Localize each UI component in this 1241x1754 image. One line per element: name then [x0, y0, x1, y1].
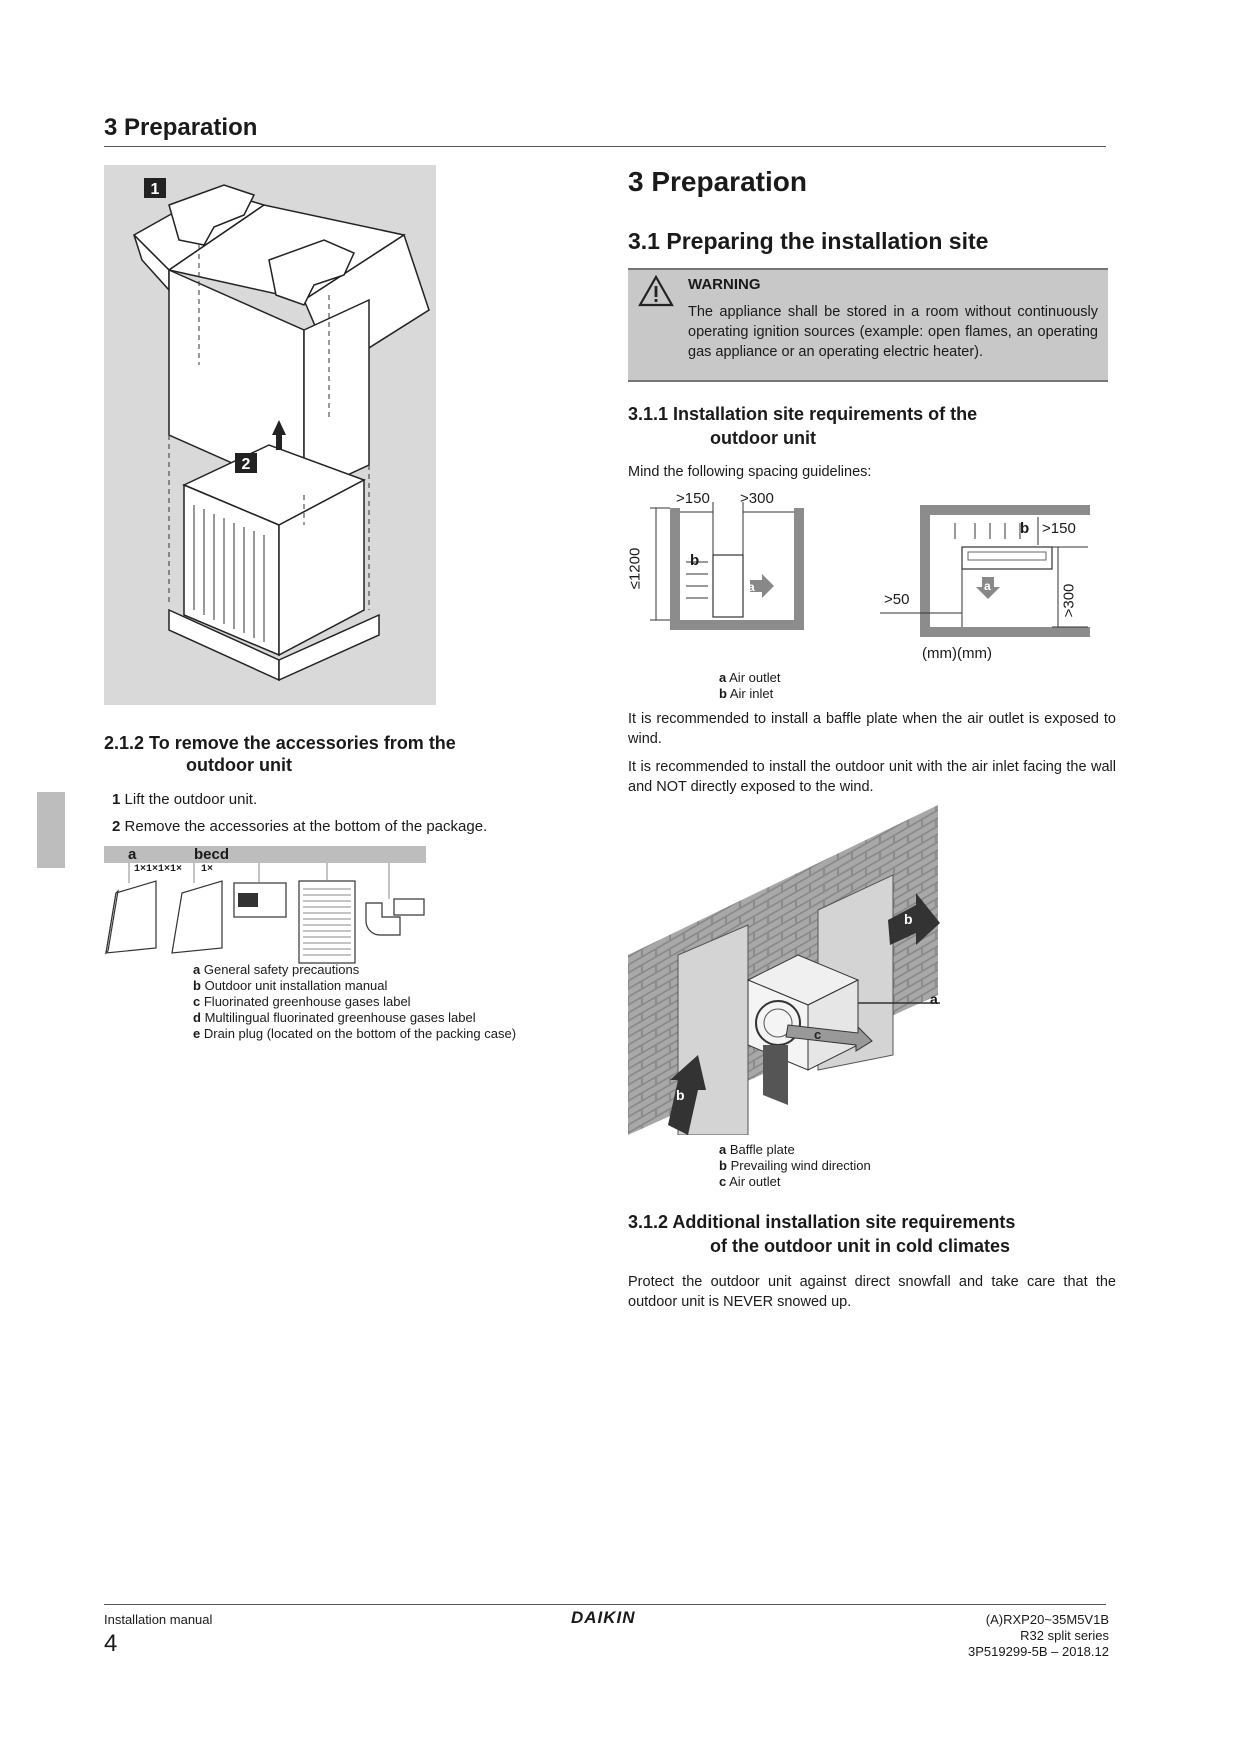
- warning-box: [628, 268, 1108, 382]
- wall-legend-a: a Baffle plate: [719, 1142, 795, 1157]
- spacing-intro: Mind the following spacing guidelines:: [628, 464, 872, 480]
- accessories-illustration: [104, 863, 434, 968]
- footer-model: (A)RXP20~35M5V1B: [985, 1612, 1109, 1627]
- wall-label-c: c: [814, 1027, 822, 1042]
- spacing-legend-b: b Air inlet: [719, 686, 774, 701]
- step-2: [112, 818, 487, 835]
- section-3-1-title: 3.1 Preparing the installation site: [628, 228, 989, 254]
- dim-side-300: >300: [740, 490, 774, 507]
- step-2-text: Remove the accessories at the bottom of the package.: [124, 818, 488, 835]
- warning-title: WARNING: [688, 276, 761, 293]
- section-2-1-2-line2: outdoor unit: [186, 755, 292, 775]
- footer-doc-code: 3P519299-5B – 2018.12: [968, 1644, 1109, 1659]
- accessories-figure: [104, 863, 434, 973]
- dim-top-300: >300: [1060, 583, 1078, 618]
- section-3-1-1-heading: [628, 402, 977, 450]
- accessory-group-bcd: becd: [194, 846, 230, 863]
- section-3-1-2-line1: 3.1.2 Additional installation site requirements: [628, 1212, 1016, 1232]
- para-baffle-plate: It is recommended to install a baffle plate when the air outlet is exposed to wind.: [628, 711, 1116, 747]
- footer-manual-label: Installation manual: [104, 1612, 213, 1627]
- page-number: 4: [104, 1630, 118, 1657]
- step-1: [112, 791, 257, 808]
- header-rule: [104, 146, 1106, 147]
- legend-item-c: c Fluorinated greenhouse gases label: [193, 994, 411, 1009]
- step1-label: 1: [150, 181, 160, 198]
- accessory-group-a: a: [128, 846, 137, 863]
- wall-label-a: a: [930, 991, 938, 1007]
- chapter-title: 3 Preparation: [628, 166, 807, 197]
- step-2-number: 2: [112, 818, 121, 835]
- wall-legend: [719, 1142, 871, 1190]
- dim-side-1200: ≤1200: [626, 547, 644, 590]
- unpacking-illustration: [104, 165, 436, 705]
- chapter-side-tab: [37, 792, 65, 868]
- warning-text: The appliance shall be stored in a room without continuously operating ignition sources (example: open flames, an operating gas appliance or an operating electric heater).: [688, 304, 1098, 360]
- footer-model-info: [968, 1612, 1109, 1660]
- spacing-legend-a: a Air outlet: [719, 670, 781, 685]
- accessory-counts-b: 1×: [201, 864, 214, 875]
- step2-label: 2: [241, 456, 251, 473]
- side-label-a: a: [748, 580, 755, 594]
- dim-top-50: >50: [884, 591, 910, 608]
- step-1-number: 1: [112, 791, 121, 808]
- brick-wall-illustration: [628, 805, 958, 1135]
- accessories-header-bar: [104, 846, 426, 863]
- accessory-counts-a: 1×1×1×1×: [134, 864, 183, 875]
- daikin-logo: DAIKIN: [571, 1608, 636, 1627]
- wall-legend-b: b Prevailing wind direction: [719, 1158, 871, 1173]
- side-label-b: b: [690, 552, 700, 569]
- section-3-1-2-line2: of the outdoor unit in cold climates: [710, 1236, 1010, 1256]
- spacing-side-illustration: [628, 490, 808, 640]
- brick-wall-figure: [628, 805, 958, 1140]
- legend-item-d: d Multilingual fluorinated greenhouse gases label: [193, 1010, 476, 1025]
- dim-side-150: >150: [676, 490, 710, 507]
- top-label-b: b: [1020, 520, 1030, 537]
- para-air-inlet-wall: It is recommended to install the outdoor unit with the air inlet facing the wall and NOT directly exposed to the wind.: [628, 759, 1116, 795]
- wall-label-b-right: b: [904, 911, 913, 927]
- unpacking-figure: [104, 165, 436, 705]
- top-label-a: a: [984, 579, 991, 593]
- legend-item-a: a General safety precautions: [193, 962, 360, 977]
- section-3-1-1-line1: 3.1.1 Installation site requirements of the: [628, 404, 978, 424]
- section-2-1-2-heading: [104, 732, 456, 776]
- dim-top-150: >150: [1042, 520, 1076, 537]
- spacing-diagram-top: [880, 505, 1100, 662]
- section-2-1-2-line1: 2.1.2 To remove the accessories from the: [104, 733, 456, 753]
- accessories-legend: [193, 962, 516, 1042]
- footer-rule: [104, 1604, 1106, 1605]
- footer-series: R32 split series: [1020, 1628, 1109, 1643]
- running-header: 3 Preparation: [104, 114, 258, 141]
- spacing-legend: [719, 670, 780, 702]
- legend-item-b: b Outdoor unit installation manual: [193, 978, 388, 993]
- section-3-1-2-heading: [628, 1210, 1015, 1258]
- warning-triangle-icon: [638, 275, 674, 307]
- spacing-diagram-side: [628, 490, 808, 645]
- wall-label-b-left: b: [676, 1087, 685, 1103]
- legend-item-e: e Drain plug (located on the bottom of the packing case): [193, 1026, 517, 1041]
- step-1-text: Lift the outdoor unit.: [124, 791, 258, 808]
- para-snowfall: Protect the outdoor unit against direct snowfall and take care that the outdoor unit is NEVER snowed up.: [628, 1274, 1116, 1310]
- dim-units: (mm)(mm): [922, 645, 992, 662]
- wall-legend-c: c Air outlet: [719, 1174, 781, 1189]
- section-3-1-1-line2: outdoor unit: [710, 428, 816, 448]
